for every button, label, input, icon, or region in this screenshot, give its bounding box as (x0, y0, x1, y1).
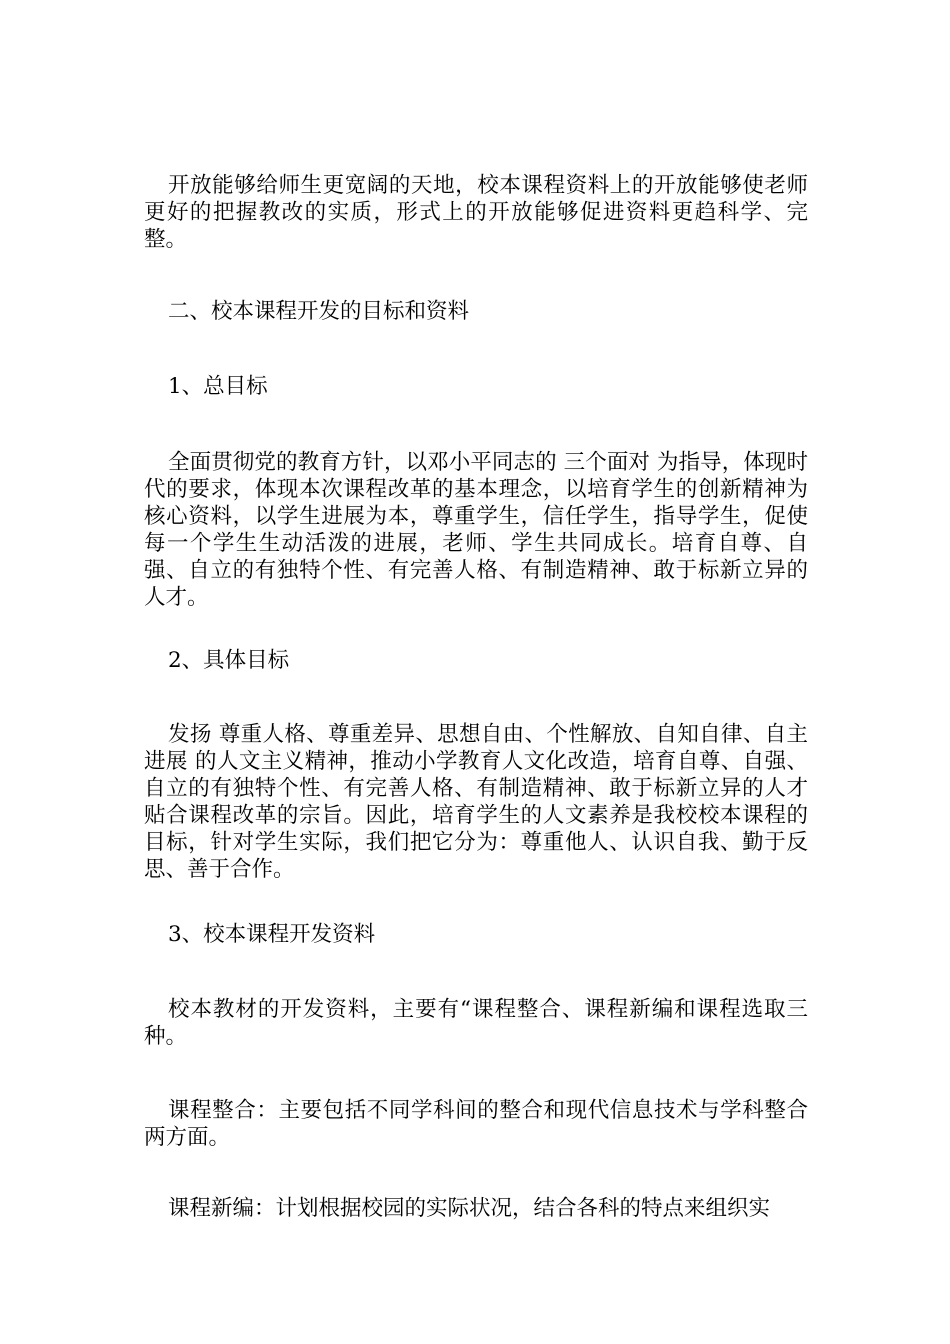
paragraph-overall-goal: 全面贯彻党的教育方针，以邓小平同志的 三个面对 为指导，体现时代的要求，体现本次课程改革的基本理念，以培育学生的创新精神为核心资料，以学生进展为本，尊重学生，信任学生，指导学生，促使每一个学生生动活泼的进展，老师、学生共同成长。培育自尊、自强、自立的有独特个性、有完善人格、有制造精神、敢于标新立异的人才。 (144, 450, 808, 610)
paragraph-development-material: 校本教材的开发资料，主要有“课程整合、课程新编和课程选取三种。 (144, 997, 808, 1049)
section-heading-goals-and-materials: 二、校本课程开发的目标和资料 (168, 299, 470, 324)
paragraph-course-new: 课程新编：计划根据校园的实际状况，结合各科的特点来组织实 (168, 1196, 771, 1221)
paragraph-course-integration: 课程整合：主要包括不同学科间的整合和现代信息技术与学科整合两方面。 (144, 1098, 808, 1150)
subheading-specific-goal: 2、具体目标 (168, 648, 290, 673)
subheading-development-material: 3、校本课程开发资料 (168, 922, 376, 947)
subheading-overall-goal: 1、总目标 (168, 374, 268, 399)
paragraph-specific-goal: 发扬 尊重人格、尊重差异、思想自由、个性解放、自知自律、自主进展 的人文主义精神，推动小学教育人文化改造，培育自尊、自强、自立的有独特个性、有完善人格、有制造精神、敢于标新立异的人才贴合课程改革的宗旨。因此，培育学生的人文素养是我校校本课程的目标，针对学生实际，我们把它分为：尊重他人、认识自我、勤于反思、善于合作。 (144, 722, 808, 882)
paragraph-openness: 开放能够给师生更宽阔的天地，校本课程资料上的开放能够使老师更好的把握教改的实质，形式上的开放能够促进资料更趋科学、完整。 (144, 173, 808, 252)
